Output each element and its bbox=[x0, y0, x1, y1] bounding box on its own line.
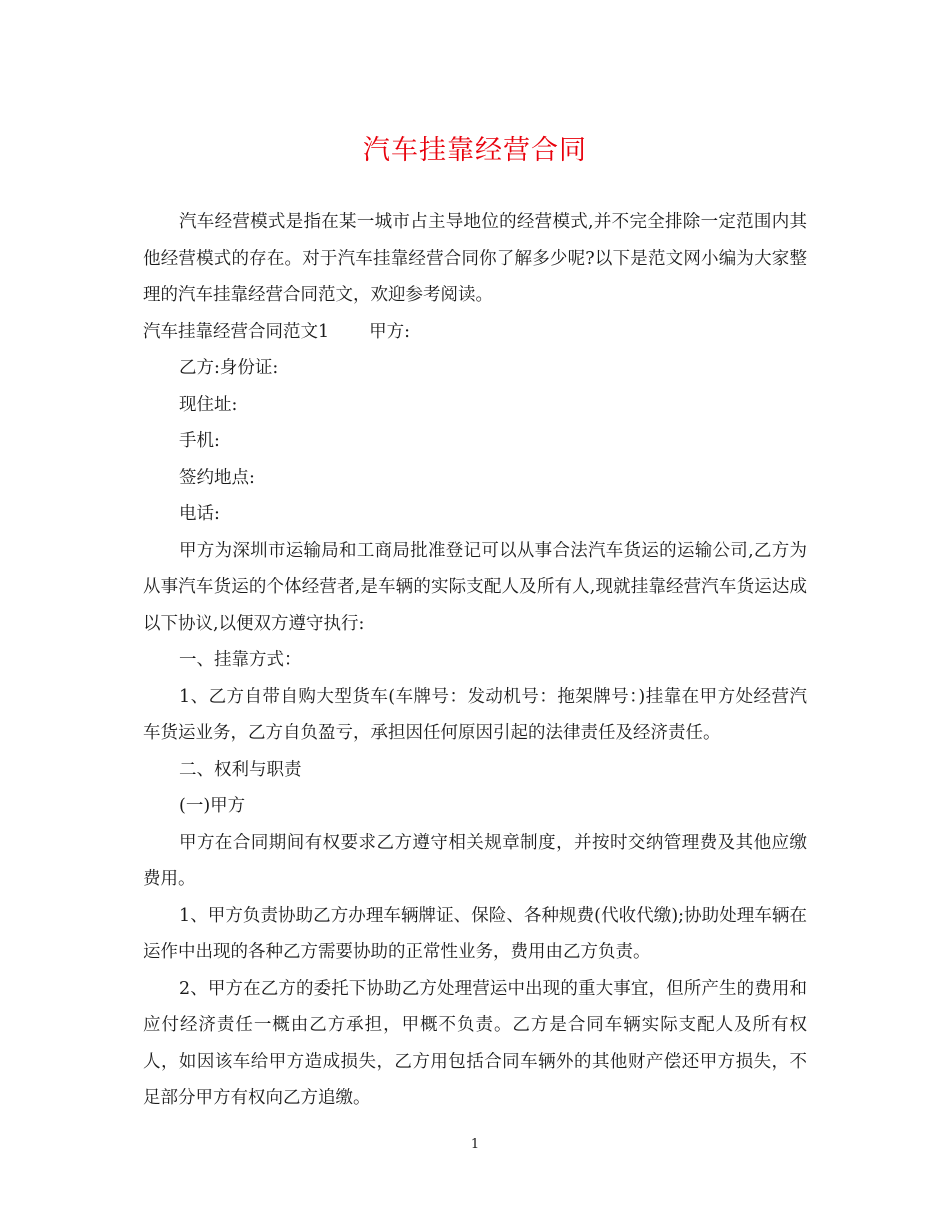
page-number: 1 bbox=[470, 1137, 480, 1152]
address-label: 现住址: bbox=[179, 394, 238, 415]
section-1-item-1: 1、乙方自带自购大型货车(车牌号：发动机号：拖架牌号：)挂靠在甲方处经营汽车货运业务，乙方自负盈亏，承担因任何原因引起的法律责任及经济责任。 bbox=[143, 686, 807, 743]
party-b-label: 乙方:身份证: bbox=[179, 358, 279, 378]
section-2-subheading: (一)甲方 bbox=[179, 796, 246, 816]
section-2-item-1: 1、甲方负责协助乙方办理车辆牌证、保险、各种规费(代收代缴);协助处理车辆在运作中出现的各种乙方需要协助的正常性业务，费用由乙方负责。 bbox=[143, 905, 807, 962]
section-2-item-2: 2、甲方在乙方的委托下协助乙方处理营运中出现的重大事宜，但所产生的费用和应付经济责任一概由乙方承担，甲概不负责。乙方是合同车辆实际支配人及所有权人，如因该车给甲方造成损失，乙方用包括合同车辆外的其他财产偿还甲方损失，不足部分甲方有权向乙方追缴。 bbox=[143, 978, 807, 1108]
sample-heading-line bbox=[143, 314, 807, 351]
phone-label: 电话: bbox=[179, 504, 220, 524]
party-a-label: 甲方: bbox=[369, 321, 411, 342]
section-2-paragraph: 甲方在合同期间有权要求乙方遵守相关规章制度，并按时交纳管理费及其他应缴费用。 bbox=[143, 832, 807, 889]
document-body bbox=[143, 204, 807, 1117]
section-heading-2: 二、权利与职责 bbox=[179, 759, 302, 780]
section-heading-1: 一、挂靠方式： bbox=[179, 650, 302, 670]
contract-preamble: 甲方为深圳市运输局和工商局批准登记可以从事合法汽车货运的运输公司,乙方为从事汽车货运的个体经营者,是车辆的实际支配人及所有人,现就挂靠经营汽车货运达成以下协议,以便双方遵守执行: bbox=[143, 540, 807, 634]
sample-heading: 汽车挂靠经营合同范文1 bbox=[143, 321, 330, 342]
signing-place-label: 签约地点: bbox=[179, 467, 255, 488]
mobile-label: 手机: bbox=[179, 431, 220, 451]
document-title: 汽车挂靠经营合同 bbox=[363, 135, 587, 166]
intro-paragraph: 汽车经营模式是指在某一城市占主导地位的经营模式,并不完全排除一定范围内其他经营模式的存在。对于汽车挂靠经营合同你了解多少呢?以下是范文网小编为大家整理的汽车挂靠经营合同范文，欢迎参考阅读。 bbox=[143, 212, 807, 305]
